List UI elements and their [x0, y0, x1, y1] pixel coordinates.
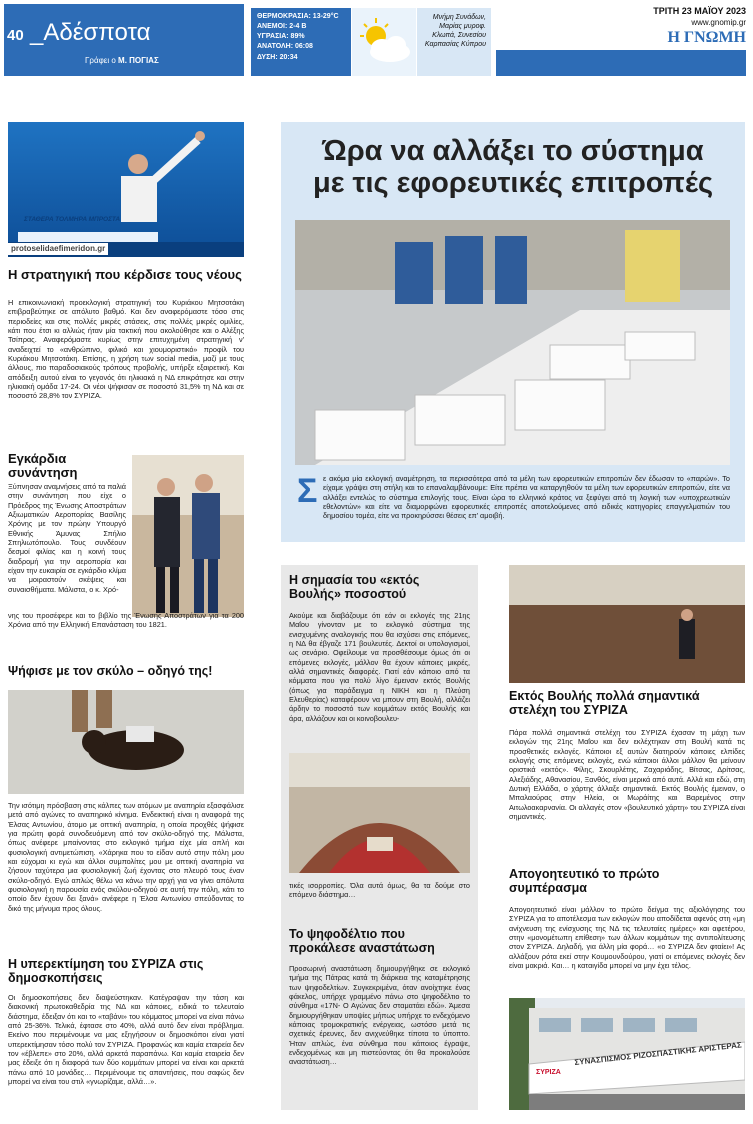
a3-body: Την ισότιμη πρόσβαση στις κάλπες των ατόμων με αναπηρία εξασφάλισε μετά από αγώνες το αναπηρικό κίνημα. Ενδεικτική είναι η αναφορά της Έλσας Αντωνίου, άτομο με οπτική αναπηρία, η οποία προχθές ψήφισε για πρώτη φορά συνοδευόμενη από τον σκύλο-οδηγό της. Μάλιστα, όπως ανέφερε μπαίνοντας στο εκλογικό τμήμα είχε μία απλή και φυσιολογική αντιμετώπιση. «Χάρηκα που το είδαν αυτό στην πόλη μου και εύχομαι κι εγώ και άλλοι συμπολίτες μου με οπτική αναπηρία να ζήσουν ταχύτερα μια φυσιολογική ζωή έχοντας στο πλευρό τους έναν σκύλο-οδηγό. Εγώ απλώς θέλω να κάνω την αρχή για να γίνει απόλυτα φυσιολογική η παρουσία ενός σκύλου-οδηγού σε αυτή την πόλη, κάτι το οποίο δεν έχουν δει ξανά» ανέφερε η Έλσα Αντωνίου σπεύδοντας το δικό της μήνυμα προς όλους.: [8, 801, 244, 913]
m1-body: Ακούμε και διαβάζουμε ότι εάν οι εκλογές της 21ης Μαΐου γίνονταν με το εκλογικό σύστημα της ενισχυμένης αναλογικής που θα ισχύσει στις επόμενες, η ΝΔ θα έβγαζε 171 βουλευτές. Δεκτοί οι υπολογισμοί, ως σενάριο. Οφείλουμε να προσθέσουμε όμως ότι οι επόμενες εκλογές, μάλλον θα έχουν κάποιες μικρές, αλλά σημαντικές διαφορές. Γιατί εάν κάποιο από τα κόμματα που για πολύ λίγο έμειναν εκτός Βουλής (όπως για παράδειγμα η ΝΙΚΗ και η Πλεύση Ελευθερίας) καταφέρουν να μπουν στη Βουλή, αλλάζει άρδην το ποσοστό των κομμάτων εκτός Βουλής και άρα, αλλάζουν και οι κοινοβουλευ-: [289, 611, 470, 723]
m1-title: Η σημασία του «εκτός Βουλής» ποσοστού: [289, 573, 420, 601]
parliament-photo: [289, 753, 470, 873]
header-right-bar: [496, 50, 746, 76]
weather-sunrise: ΑΝΑΤΟΛΗ: 06:08: [257, 43, 313, 51]
m1-body-end: τικές ισορροπίες. Όλα αυτά όμως, θα τα δούμε στο επόμενο διάστημα…: [289, 881, 470, 900]
newspaper-logo: Η ΓΝΩΜΗ: [667, 29, 746, 46]
ballot-table-photo: [295, 220, 730, 465]
issue-date: ΤΡΙΤΗ 23 ΜΑΪΟΥ 2023: [653, 6, 746, 16]
campaign-banner: ΣΤΑΘΕΡΑ ΤΟΛΜΗΡΑ ΜΠΡΟΣΤΑ: [24, 216, 121, 223]
main-box-body: ε ακόμα μία εκλογική αναμέτρηση, τα περισσότερα από τα μέλη των εφορευτικών επιτροπών δεν έδωσαν το «παρών». Το είχαμε γράψει στη στήλη και το επαναλαμβάνουμε: Είτε πρέπει να καταργηθούν τα μέλη των εφορευτικών επιτροπών, είτε να αλλάξει εντελώς το σύστημα επιλογής τους. Είναι ώρα το ελληνικό κράτος να ξεφύγει από τη λογική των «υποχρεωτικών εθελοντών» και είτε να διαμορφώνει εφορευτικές επιτροπές αποτελούμενες από ειδικές κατηγορίες επαγγελματιών του δημοσίου τομέα, είτε να προκηρύσσει θέσεις επ' αμοιβή.: [323, 474, 730, 521]
weather-sun-cloud-icon: [352, 8, 416, 76]
writer-line: [85, 56, 159, 66]
a2-title: Εγκάρδια συνάντηση: [8, 451, 78, 481]
syriza-sign-text: ΣΥΝΑΣΠΙΣΜΟΣ ΡΙΖΟΣΠΑΣΤΙΚΗΣ ΑΡΙΣΤΕΡΑΣ: [574, 1040, 743, 1067]
a3-title: Ψήφισε με τον σκύλο – οδηγό της!: [8, 664, 213, 678]
mitsotakis-photo: [8, 122, 244, 257]
drop-capital: Σ: [297, 472, 318, 510]
main-title-line1: Ώρα να αλλάξει το σύστημα: [322, 135, 704, 167]
r1-body: Πάρα πολλά σημαντικά στελέχη του ΣΥΡΙΖΑ έχασαν τη μάχη των εκλογών της 21ης Μαΐου και δεν εκλέχτηκαν στη Βουλή κατά τις προσθετικές εκλογές. Κάποιοι εξ αυτών διατηρούν κάποιες ελπίδες εκλογής στις επόμενες εκλογές, ενώ κάποιοι άλλοι μάλλον θα μείνουν οριστικά «εκτός». Φίλης, Σκουρλέτης, Ζαχαριάδης, Βίτσας, Δρίτσας, Αλεξιάδης, Αθανασίου, Ξανθός, είναι μερικά από αυτά. Αλλά και εδώ, στη Δυτική Ελλάδα, ο χάρτης άλλαξε σημαντικά. Εκτός Βουλής έμειναν, ο Μπαλαούρας στην Ηλεία, οι Μωράίτης και Βαρεμένος στην Αιτωλοακαρνανία. Οι αλλαγές στον «βουλευτικό χάρτη» του ΣΥΡΙΖΑ είναι σημαντικές.: [509, 728, 745, 821]
m2-title: Το ψηφοδέλτιο που προκάλεσε αναστάτωση: [289, 927, 435, 955]
m2-body: Προσωρινή αναστάτωση δημιουργήθηκε σε εκλογικό τμήμα της Πάτρας κατά τη διάρκεια της καταμέτρησης των ψηφοδελτίων. Συγκεκριμένα, όταν ανοίχτηκε ένας φάκελος, υπήρχε γραμμένο πάνω στο ψηφοδέλτιο το σύνθημα «17Ν- Ο Αγώνας δεν σταματάει εδώ». Άμεσα δημιουργήθηκαν υποψίες μήπως υπήρχε το ενδεχόμενο κάποιας τρομοκρατικής ενέργειας, ωστόσο μετά τις σχετικές έρευνες, δεν ανιχνεύθηκε τίποτα το ύποπτο. Ήταν απλώς, ένα σύνθημα που κάποιος έγραψε, ενδεχομένως και μη πιστεύοντας ότι θα προκαλούσε αναστάτωση…: [289, 964, 470, 1067]
r2-body: Απογοητευτικό είναι μάλλον το πρώτο δείγμα της αξιολόγησης του ΣΥΡΙΖΑ για το αποτέλεσμα των εκλογών που αποδίδεται αφενός στη «μη ανίχνευση της ενίσχυσης της ΝΔ τις τελευταίες ημέρες» και αφετέρου, στην «μονομέτωπη επίθεση» των άλλων κομμάτων της αντιπολίτευσης στον ΣΥΡΙΖΑ. Δηλαδή, για άλλη μία φορά… «ο ΣΥΡΙΖΑ δεν φταίει»! Ας αλλάξουν ρότα εκεί στην Κουμουνδούρου, γιατί οι επόμενες εκλογές δεν είναι μακριά. Και… η καταιγίδα μπορεί να μην έχει τέλος.: [509, 905, 745, 970]
page-number: 40: [7, 27, 24, 44]
a2-body-end: νης του προσέφερε και το βιβλίο της Ένωσης Αποστράτων για τα 200 Χρόνια από την Ελληνική Επανάσταση του 1821.: [8, 611, 244, 630]
weather-wind: ΑΝΕΜΟΙ: 2-4 B: [257, 23, 307, 31]
section-title: _Αδέσποτα: [30, 19, 151, 46]
a1-title: Η στρατηγική που κέρδισε τους νέους: [8, 267, 242, 282]
weather-box: [251, 8, 351, 76]
meeting-photo: [132, 455, 244, 617]
a2-body: Ξύπνησαν αναμνήσεις από τα παλιά στην συνάντηση που είχε ο Πρόεδρος της Ένωσης Αποστράτων Αξιωματικών Αεροπορίας Βασίλης Χρόνης με τον πρώην Υπουργό Εθνικής Άμυνας Σπήλιο Σπηλιωτόπουλο. Τους συνδέουν δεσμοί φιλίας και η κοινή τους διαδρομή για την αεροπορία και είχαν την ευκαιρία σε εγκάρδιο κλίμα να μοιραστούν σκέψεις και συναισθήματα. Μάλιστα, ο κ. Χρό-: [8, 482, 126, 594]
plenary-photo: [509, 565, 745, 683]
weather-sunset: ΔΥΣΗ: 20:34: [257, 53, 298, 61]
weather-temp: ΘΕΡΜΟΚΡΑΣΙΑ: 13-29°C: [257, 13, 339, 20]
guide-dog-photo: [8, 690, 244, 794]
a4-body: Οι δημοσκοπήσεις δεν διαψεύστηκαν. Κατέγραψαν την τάση και διακονική πρωτοκαθεδρία της ΝΔ και κάποιες, ειδικά το τελευταίο διάστημα, έδειξαν ότι και το «ταβάνι» του κόμματος μπορεί να είναι πάνω από 25-36%. Τελικά, έφτασε στο 40%, αλλά αυτό δεν είναι πρόβλημα. Εκείνο που περιμένουμε να μας εξηγήσουν οι δημοσκόποι είναι γιατί υπερεκτίμησαν τόσο πολύ τον ΣΥΡΙΖΑ. Προφανώς και καμία εταιρεία δεν τον «έβλεπε» στο 20%, αλλά αρκετά παραπάνω. Και καμία εταιρεία δεν μας έδειξε ότι η διαφορά των δύο κομμάτων μπορεί να είναι και αρκετά πάνω από 10 μονάδες… Περιμένουμε τις απαντήσεις, που σαφώς δεν μπορεί να είναι του στιλ «γνωρίζαμε, αλλά…».: [8, 993, 244, 1086]
watermark: protoselidaefimeridon.gr: [8, 243, 108, 255]
weather-humidity: ΥΓΡΑΣΙΑ: 89%: [257, 33, 305, 41]
main-title-line2: με τις εφορευτικές επιτροπές: [312, 167, 714, 199]
section-name: Αδέσποτα: [43, 19, 151, 46]
r1-title: Εκτός Βουλής πολλά σημαντικά στελέχη του ΣΥΡΙΖΑ: [509, 689, 700, 717]
writer-name: Μ. ΠΟΓΙΑΣ: [118, 56, 159, 65]
a1-body: Η επικοινωνιακή προεκλογική στρατηγική του Κυριάκου Μητσοτάκη επιβραβεύτηκε σε απόλυτο βαθμό. Και δεν αναφερόμαστε τόσο στις περιοδείες και στις πολλές μικρές στάσεις, στις πολλές μικρές ομιλίες, κάτι που έτσι κι αλλιώς ήταν μία τακτική που ακολούθησε και ο Αλέξης Τσίπρας. Αναφερόμαστε κυρίως στην επιτυχημένη στρατηγική ν' αναδειχτεί το «ανθρώπινο, φιλικό και χιουμοριστικό» προφίλ του Κυριάκου Μητσοτάκη. Επίσης, η χρήση των social media, μαζί με τους άλλους, πιο παραδοσιακούς τρόπους προβολής, υπήρξε εξαιρετική. Και απόδειξη αυτού είναι το γεγονός ότι ηλικιακά η ΝΔ επικράτησε και στην ηλικιακή ομάδα 17-24. Οι νέοι ψήφισαν σε ποσοστό 31,5% τη ΝΔ και σε ποσοστό 28,8% τον ΣΥΡΙΖΑ.: [8, 298, 244, 401]
syriza-sign-brand: ΣΥΡΙΖΑ: [536, 1069, 561, 1076]
a4-title: Η υπερεκτίμηση του ΣΥΡΙΖΑ στις δημοσκοπήσεις: [8, 957, 204, 985]
r2-title: Απογοητευτικό το πρώτο συμπέρασμα: [509, 867, 660, 895]
website: www.gnomip.gr: [691, 18, 746, 27]
writer-prefix: Γράφει ο: [85, 56, 116, 65]
saints-box: Μνήμη Συνάδων, Μαρίας μυροφ. Κλωπά, Συνεσίου Καρπασίας Κύπρου: [417, 8, 491, 76]
